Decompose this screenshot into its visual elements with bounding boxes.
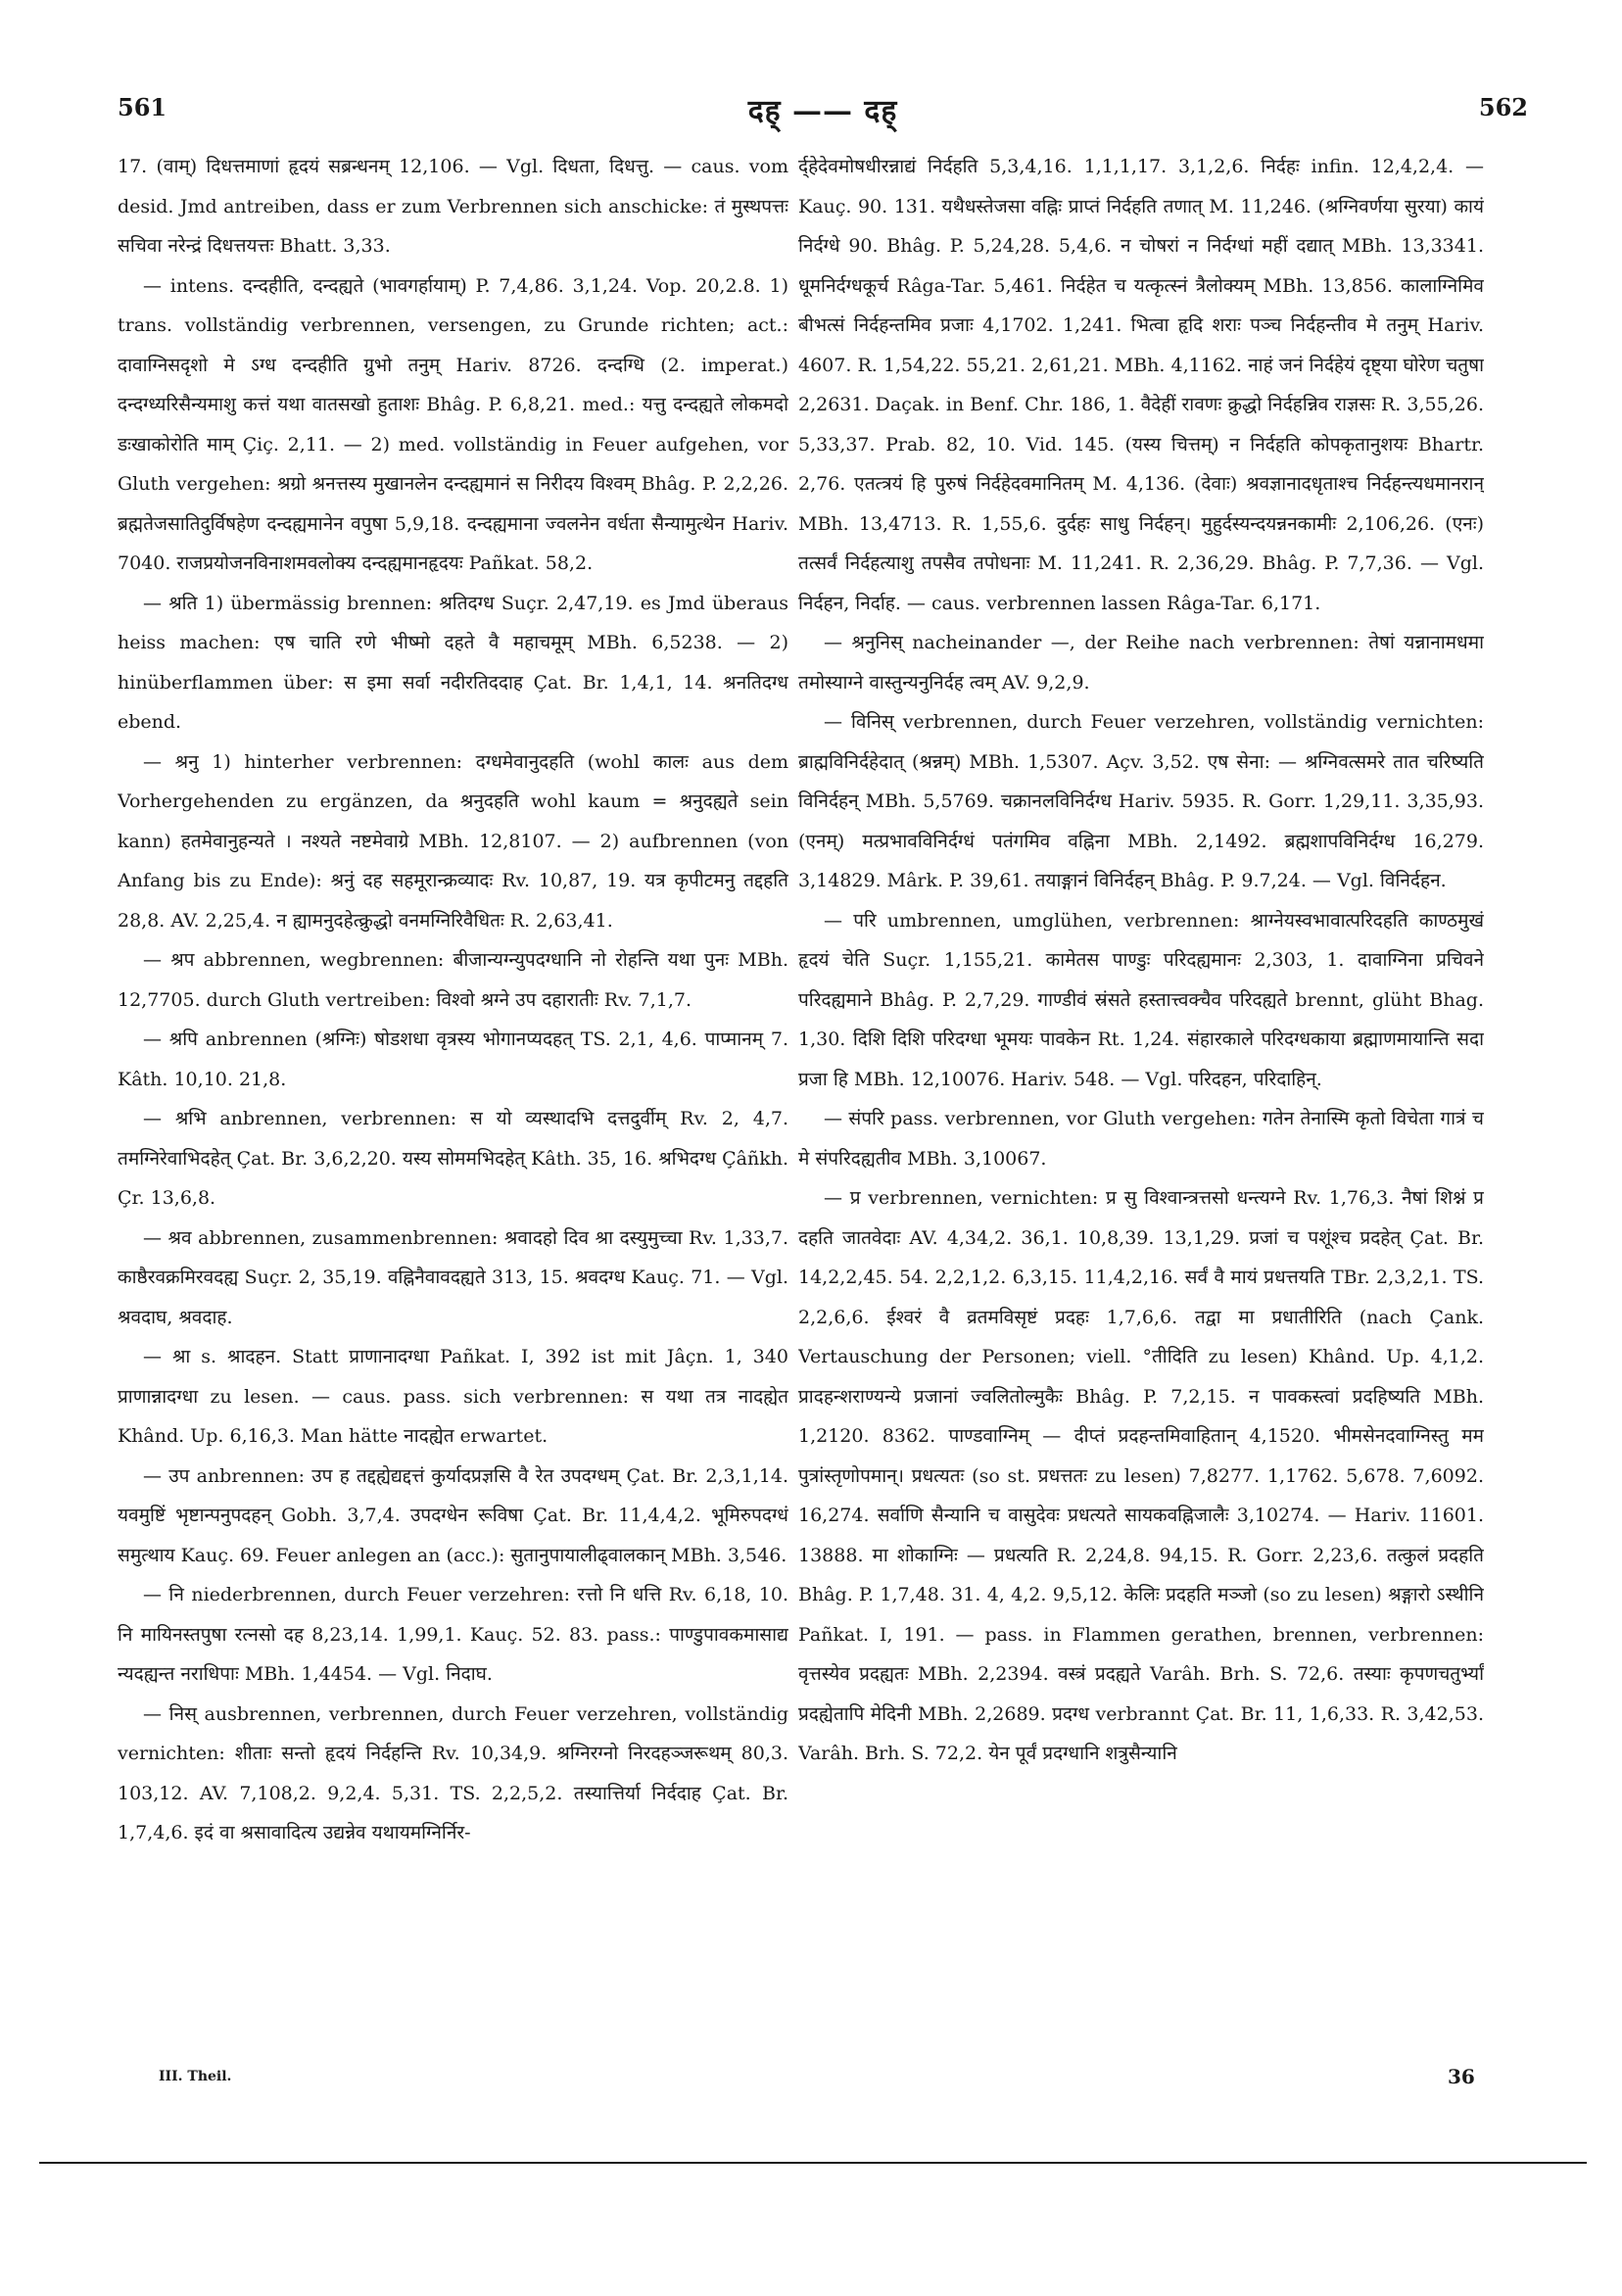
paragraph: — श्रपि anbrennen (श्रग्निः) षोडशधा वृत्रस्य भोगानप्यदहत् TS. 2,1, 4,6. पाप्मानम् 7. Kâth. 10,10. 21,8.: [118, 1028, 788, 1090]
paragraph: — श्रप abbrennen, wegbrennen: बीजान्यग्न्युपदग्धानि नो रोहन्ति यथा पुनः MBh. 12,7705. durch Gluth vertreiben: विश्वो श्रग्ने उप दहारातीः Rv. 7,1,7.: [118, 949, 788, 1011]
paragraph: — श्रभि anbrennen, verbrennen: स यो व्यस्थादभि दत्तदुर्वीम् Rv. 2, 4,7. तमग्निरेवाभिदहेत् Çat. Br. 3,6,2,20. यस्य सोममभिदहेत् Kâth. 35, 16. श्रभिदग्ध Çâñkh. Çr. 13,6,8.: [118, 1108, 788, 1209]
paragraph: — विनिस् verbrennen, durch Feuer verzehren, vollständig vernichten: ब्राह्मविनिर्दहेदात् (श्रन्नम्) MBh. 1,5307. Açv. 3,52. एष सेना: — श्रग्निवत्समरे तात चरिष्यति विनिर्दहन् MBh. 5,5769. चक्रानलविनिर्दग्ध Hariv. 5935. R. Gorr. 1,29,11. 3,35,93. (एनम्) मत्प्रभावविनिर्दग्धं पतंगमिव वह्निना MBh. 2,1492. ब्रह्मशापविनिर्दग्ध 16,279. 3,14829. Mârk. P. 39,61. तयाङ्गानं विनिर्दहन् Bhâg. P. 9.7,24. — Vgl. विनिर्दहन.: [798, 711, 1484, 891]
paragraph: — निस् ausbrennen, verbrennen, durch Feuer verzehren, vollständig vernichten: शीताः सन्तो हृदयं निर्दहन्ति Rv. 10,34,9. श्रग्निरग्नो निरदहञ्जरूथम् 80,3. 103,12. AV. 7,108,2. 9,2,4. 5,31. TS. 2,2,5,2. तस्यात्तिर्या निर्ददाह Çat. Br. 1,7,4,6. इदं वा श्रसावादित्य उद्यन्नेव यथायमग्निर्निर-: [118, 1702, 788, 1843]
paragraph: — संपरि pass. verbrennen, vor Gluth vergehen: गतेन तेनास्मि कृतो विचेता गात्रं च मे संपरिदह्यतीव MBh. 3,10067.: [798, 1108, 1484, 1170]
right-page-number: 562: [1478, 93, 1528, 121]
paragraph: — श्रव abbrennen, zusammenbrennen: श्रवादहो दिव श्रा दस्युमुच्चा Rv. 1,33,7. काष्ठैरवक्रमिरवदह्य Suçr. 2, 35,19. वह्निनैवावदह्यते 313, 15. श्रवदग्ध Kauç. 71. — Vgl. श्रवदाघ, श्रवदाह.: [118, 1226, 788, 1328]
right-column: [798, 147, 1484, 1988]
paragraph: — intens. दन्दहीति, दन्दह्यते (भावगर्हायाम्) P. 7,4,86. 3,1,24. Vop. 20,2.8. 1) trans. vollständig verbrennen, versengen, zu Grunde richten; act.: दावाग्निसदृशो मे ऽग्ध दन्दहीति ग्रुभो तनुम् Hariv. 8726. दन्दग्धि (2. imperat.) दन्दग्ध्यरिसैन्यमाशु कत्तं यथा वातसखो हुताशः Bhâg. P. 6,8,21. med.: यत्तु दन्दह्यते लोकमदो डःखाकोरोति माम् Çiç. 2,11. — 2) med. vollständig in Feuer aufgehen, vor Gluth vergehen: श्रग्रो श्रनत्तस्य मुखानलेन दन्दह्यमानं स निरीदय विश्वम् Bhâg. P. 2,2,26. ब्रह्मतेजसातिदुर्विषहेण दन्दह्यमानेन वपुषा 5,9,18. दन्दह्यमाना ज्वलनेन वर्धता सैन्यामुत्थेन Hariv. 7040. राजप्रयोजनविनाशमवलोक्य दन्दह्यमानहृदयः Pañkat. 58,2.: [118, 274, 788, 574]
page-header: [118, 93, 1528, 132]
bottom-rule: [39, 2162, 1587, 2164]
paragraph: — श्रा s. श्रादहन. Statt प्राणानादग्धा Pañkat. I, 392 ist mit Jâçn. 1, 340 प्राणान्नादग्धा zu lesen. — caus. pass. sich verbrennen: स यथा तत्र नादह्येत Khând. Up. 6,16,3. Man hätte नादह्येत erwartet.: [118, 1346, 788, 1447]
paragraph: — नि niederbrennen, durch Feuer verzehren: रत्तो नि धत्ति Rv. 6,18, 10. नि मायिनस्तपुषा रत्नसो दह 8,23,14. 1,99,1. Kauç. 52. 83. pass.: पाण्डुपावकमासाद्य न्यदह्यन्त नराधिपाः MBh. 1,4454. — Vgl. निदाघ.: [118, 1584, 788, 1685]
paragraph: र्द्हेदेवमोषधीरन्नाद्यं निर्दहति 5,3,4,16. 1,1,1,17. 3,1,2,6. निर्दहः infin. 12,4,2,4. — Kauç. 90. 131. यथैधस्तेजसा वह्निः प्राप्तं निर्दहति तणात् M. 11,246. (श्रग्निवर्णया सुरया) कायं निर्दग्धे 90. Bhâg. P. 5,24,28. 5,4,6. न चोषरां न निर्दग्धां महीं दद्यात् MBh. 13,3341. धूमनिर्दग्धकूर्च Râga-Tar. 5,461. निर्दहेत च यत्कृत्स्नं त्रैलोक्यम् MBh. 13,856. कालाग्निमिव बीभत्सं निर्दहन्तमिव प्रजाः 4,1702. 1,241. भित्वा हृदि शराः पञ्च निर्दहन्तीव मे तनुम् Hariv. 4607. R. 1,54,22. 55,21. 2,61,21. MBh. 4,1162. नाहं जनं निर्दहेयं दृष्ट्या घोरेण चतुषा 2,2631. Daçak. in Benf. Chr. 186, 1. वैदेहीं रावणः क्रुद्धो निर्दहन्निव राज्ञसः R. 3,55,26. 5,33,37. Prab. 82, 10. Vid. 145. (यस्य चित्तम्) न निर्दहति कोपकृतानुशयः Bhartr. 2,76. एतत्त्रयं हि पुरुषं निर्दहेदवमानितम् M. 4,136. (देवाः) श्रवज्ञानादधृताश्च निर्दहन्त्यधमानरान् MBh. 13,4713. R. 1,55,6. दुर्दहः साधु निर्दहन्। मुहुर्दस्यन्दयन्ननकामीः 2,106,26. (एनः) तत्सर्वं निर्दहत्याशु तपसैव तपोधनाः M. 11,241. R. 2,36,29. Bhâg. P. 7,7,36. — Vgl. निर्दहन, निर्दाह. — caus. verbrennen lassen Râga-Tar. 6,171.: [798, 156, 1484, 614]
signature-mark: 36: [1448, 2065, 1475, 2088]
running-title: दह् —— दह्: [747, 94, 898, 128]
volume-note: III. Theil.: [159, 2069, 232, 2084]
paragraph: — परि umbrennen, umglühen, verbrennen: श्राग्नेयस्वभावात्परिदहति काण्ठमुखं हृदयं चेति Suçr. 1,155,21. कामेतस पाण्डुः परिदह्यमानः 2,303, 1. दावाग्निना प्रचिवने परिदह्यमाने Bhâg. P. 2,7,29. गाण्डीवं स्रंसते हस्तात्त्वक्चैव परिदह्यते brennt, glüht Bhag. 1,30. दिशि दिशि परिदग्धा भूमयः पावकेन Rt. 1,24. संहारकाले परिदग्धकाया ब्रह्माणमायान्ति सदा प्रजा हि MBh. 12,10076. Hariv. 548. — Vgl. परिदहन, परिदाहिन्.: [798, 909, 1484, 1090]
paragraph: — श्रनु 1) hinterher verbrennen: दग्धमेवानुदहति (wohl कालः aus dem Vorhergehenden zu ergänzen, da श्रनुदहति wohl kaum = श्रनुदह्यते sein kann) हतमेवानुहन्यते । नश्यते नष्टमेवाग्रे MBh. 12,8107. — 2) aufbrennen (von Anfang bis zu Ende): श्रनुं दह सहमूरान्क्रव्यादः Rv. 10,87, 19. यत्र कृपीटमनु तद्दहति 28,8. AV. 2,25,4. न ह्यामनुदहेत्क्रुद्धो वनमग्निरिवैधितः R. 2,63,41.: [118, 750, 788, 932]
paragraph: — प्र verbrennen, vernichten: प्र सु विश्वान्त्रत्तसो धन्त्यग्ने Rv. 1,76,3. नैषां शिश्नं प्र दहति जातवेदाः AV. 4,34,2. 36,1. 10,8,39. 13,1,29. प्रजां च पशूंश्च प्रदहेत् Çat. Br. 14,2,2,45. 54. 2,2,1,2. 6,3,15. 11,4,2,16. सर्वं वै मायं प्रधत्तयति TBr. 2,3,2,1. TS. 2,2,6,6. ईश्वरं वै व्रतमविसृष्टं प्रदहः 1,7,6,6. तद्वा मा प्रधातीरिति (nach Çank. Vertauschung der Personen; viell. °तीदिति zu lesen) Khând. Up. 4,1,2. प्रादहन्शराण्यन्ये प्रजानां ज्वलितोल्मुकैः Bhâg. P. 7,2,15. न पावकस्त्वां प्रदहिष्यति MBh. 1,2120. 8362. पाण्डवाग्निम् — दीप्तं प्रदहन्तमिवाहितान् 4,1520. भीमसेनदवाग्निस्तु मम पुत्रांस्तृणोपमान्। प्रधत्यतः (so st. प्रधत्ततः zu lesen) 7,8277. 1,1762. 5,678. 7,6092. 16,274. सर्वाणि सैन्यानि च वासुदेवः प्रधत्यते सायकवह्निजालैः 3,10274. — Hariv. 11601. 13888. मा शोकाग्निः — प्रधत्यति R. 2,24,8. 94,15. R. Gorr. 2,23,6. तत्कुलं प्रदहति Bhâg. P. 1,7,48. 31. 4, 4,2. 9,5,12. केलिः प्रदहति मञ्जो (so zu lesen) श्रङ्गारो ऽस्थीनि Pañkat. I, 191. — pass. in Flammen gerathen, brennen, verbrennen: वृत्तस्येव प्रदह्यतः MBh. 2,2394. वस्त्रं प्रदह्यते Varâh. Brh. S. 72,6. तस्याः कृपणचतुर्भ्यां प्रदह्येतापि मेदिनी MBh. 2,2689. प्रदग्ध verbrannt Çat. Br. 11, 1,6,33. R. 3,42,53. Varâh. Brh. S. 72,2. येन पूर्वं प्रदग्धानि शत्रुसैन्यानि: [798, 1187, 1484, 1764]
paragraph: 17. (वाम्) दिधत्तमाणां हृदयं सब्रन्धनम् 12,106. — Vgl. दिधता, दिधत्तु. — caus. vom desid. Jmd antreiben, dass er zum Verbrennen sich anschicke: तं मुस्थपत्तः सचिवा नरेन्द्रं दिधत्तयत्तः Bhatt. 3,33.: [118, 156, 788, 257]
left-column: [118, 147, 788, 1988]
paragraph: — श्रनुनिस् nacheinander —, der Reihe nach verbrennen: तेषां यन्नानामधमा तमोस्याग्ने वास्तुन्यनुनिर्दह त्वम् AV. 9,2,9.: [798, 632, 1484, 694]
paragraph: — उप anbrennen: उप ह तद्दह्येद्यद्दत्तं कुर्यादप्रज्ञसि वै रेत उपदग्धम् Çat. Br. 2,3,1,14. यवमुष्टिं भृष्टान्पनुपदहन् Gobh. 3,7,4. उपदग्धेन रूविषा Çat. Br. 11,4,4,2. भूमिरुपदग्धं समुत्थाय Kauç. 69. Feuer anlegen an (acc.): सुतानुपायालीढ्वालकान् MBh. 3,546.: [118, 1464, 788, 1566]
left-page-number: 561: [118, 93, 167, 121]
paragraph: — श्रति 1) übermässig brennen: श्रतिदग्ध Suçr. 2,47,19. es Jmd überaus heiss machen: एष चाति रणे भीष्मो दहते वै महाचमूम् MBh. 6,5238. — 2) hinüberflammen über: स इमा सर्वा नदीरतिददाह Çat. Br. 1,4,1, 14. श्रनतिदग्ध ebend.: [118, 592, 788, 733]
